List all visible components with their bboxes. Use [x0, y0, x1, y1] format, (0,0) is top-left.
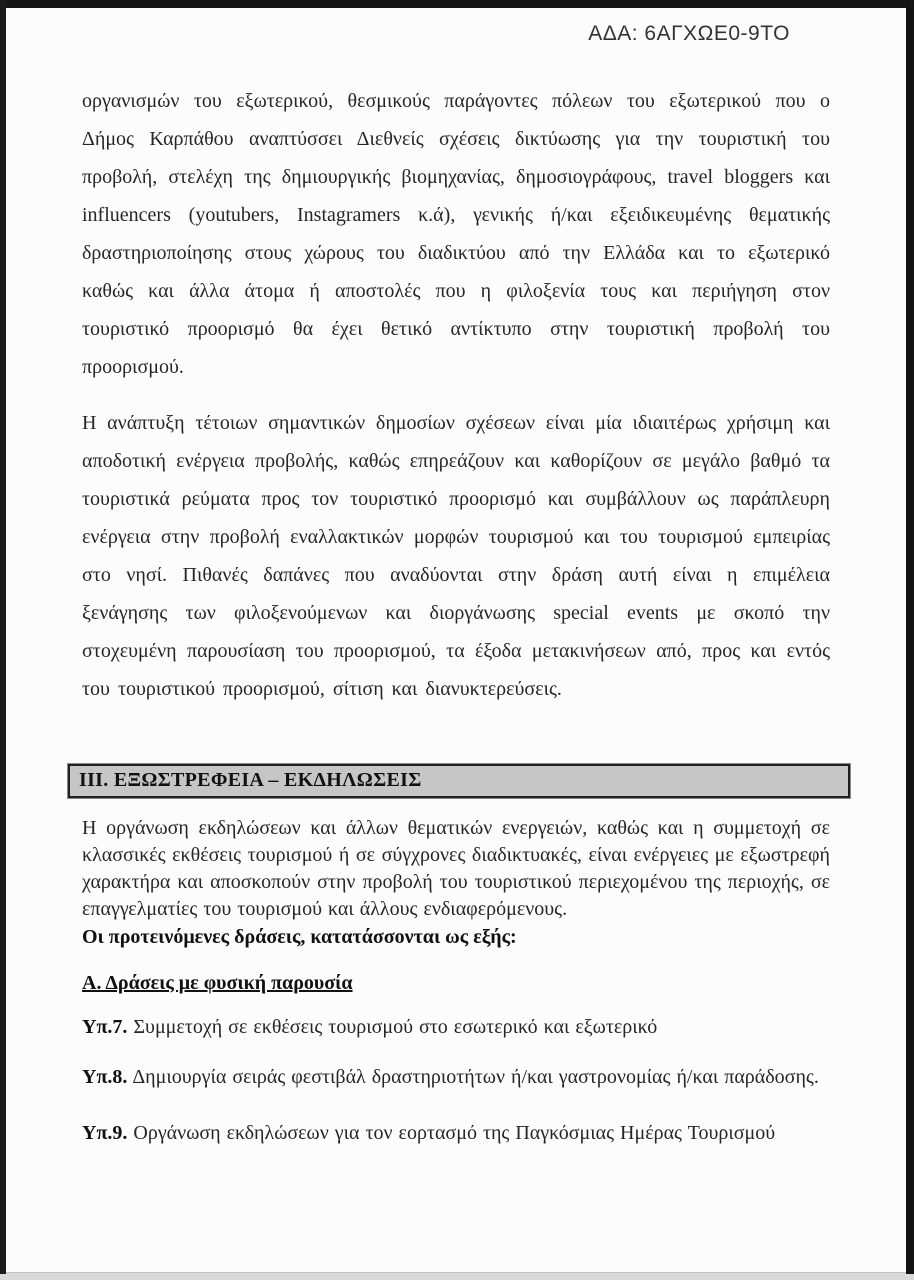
action-item-8-text: Δημιουργία σειράς φεστιβάλ δραστηριοτήτων ή/και γαστρονομίας ή/και παράδοσης.	[132, 1066, 819, 1088]
scan-edge-right	[906, 0, 914, 1274]
paragraph-public-relations: οργανισμών του εξωτερικού, θεσμικούς παράγοντες πόλεων του εξωτερικού που ο Δήμος Καρπάθου αναπτύσσει Διεθνείς σχέσεις δικτύωσης για την τουριστική του προβολή, στελέχη της δημιουργικής βιομηχανίας, δημοσιογράφους, travel bloggers και influencers (youtubers, Instagramers κ.ά), γενικής ή/και εξειδικευμένης θεματικής δραστηριοποίησης στους χώρους του διαδικτύου από την Ελλάδα και το εξωτερικό καθώς και άλλα άτομα ή αποστολές που η φιλοξενία τους και περιήγηση στον τουριστικό προορισμό θα έχει θετικό αντίκτυπο στην τουριστική προβολή του προορισμού.	[82, 90, 830, 378]
scan-edge-top	[0, 0, 914, 8]
scan-edge-left	[0, 0, 6, 1274]
document-page	[6, 8, 906, 1273]
action-item-8-label: Υπ.8.	[82, 1066, 128, 1088]
action-item-7-label: Υπ.7.	[82, 1016, 128, 1038]
action-item-7	[82, 1013, 830, 1041]
subsection-heading-physical-presence: Α. Δράσεις με φυσική παρουσία	[82, 972, 353, 994]
action-item-9-label: Υπ.9.	[82, 1122, 128, 1144]
action-item-9-text: Οργάνωση εκδηλώσεων για τον εορτασμό της Παγκόσμιας Ημέρας Τουρισμού	[133, 1122, 776, 1144]
paragraph-events-intro: Η οργάνωση εκδηλώσεων και άλλων θεματικών ενεργειών, καθώς και η συμμετοχή σε κλασσικές εκθέσεις τουρισμού ή σε σύγχρονες διαδικτυακές, είναι ενέργειες με εξωστρεφή χαρακτήρα και αποσκοπούν στην προβολή του τουριστικού περιεχομένου της περιοχής, σε επαγγελματίες του τουρισμού και άλλους ενδιαφερόμενους.	[82, 817, 830, 920]
action-item-7-text: Συμμετοχή σε εκθέσεις τουρισμού στο εσωτερικό και εξωτερικό	[133, 1016, 658, 1038]
scan-edge-bottom	[0, 1272, 914, 1280]
paragraph-pr-benefits: Η ανάπτυξη τέτοιων σημαντικών δημοσίων σχέσεων είναι μία ιδιαιτέρως χρήσιμη και αποδοτική ενέργεια προβολής, καθώς επηρεάζουν και καθορίζουν σε μεγάλο βαθμό τα τουριστικά ρεύματα προς τον τουριστικό προορισμό και συμβάλλουν ως παράπλευρη ενέργεια στην προβολή εναλλακτικών μορφών τουρισμού και του τουρισμού εμπειρίας στο νησί. Πιθανές δαπάνες που αναδύονται στην δράση αυτή είναι η επιμέλεια ξενάγησης των φιλοξενούμενων και διοργάνωσης special events με σκοπό την στοχευμένη παρουσίαση του προορισμού, τα έξοδα μετακινήσεων από, προς και εντός του τουριστικού προορισμού, σίτιση και διανυκτερεύσεις.	[82, 412, 830, 700]
ada-code: ΑΔΑ: 6ΑΓΧΩΕ0-9ΤΟ	[588, 22, 790, 45]
proposed-actions-line: Οι προτεινόμενες δράσεις, κατατάσσονται ως εξής:	[82, 926, 517, 948]
action-item-8	[82, 1063, 830, 1091]
section-header-bar	[68, 764, 850, 798]
action-item-9	[82, 1119, 830, 1147]
section-header-label: ΙΙΙ. ΕΞΩΣΤΡΕΦΕΙΑ – ΕΚΔΗΛΩΣΕΙΣ	[79, 769, 422, 791]
